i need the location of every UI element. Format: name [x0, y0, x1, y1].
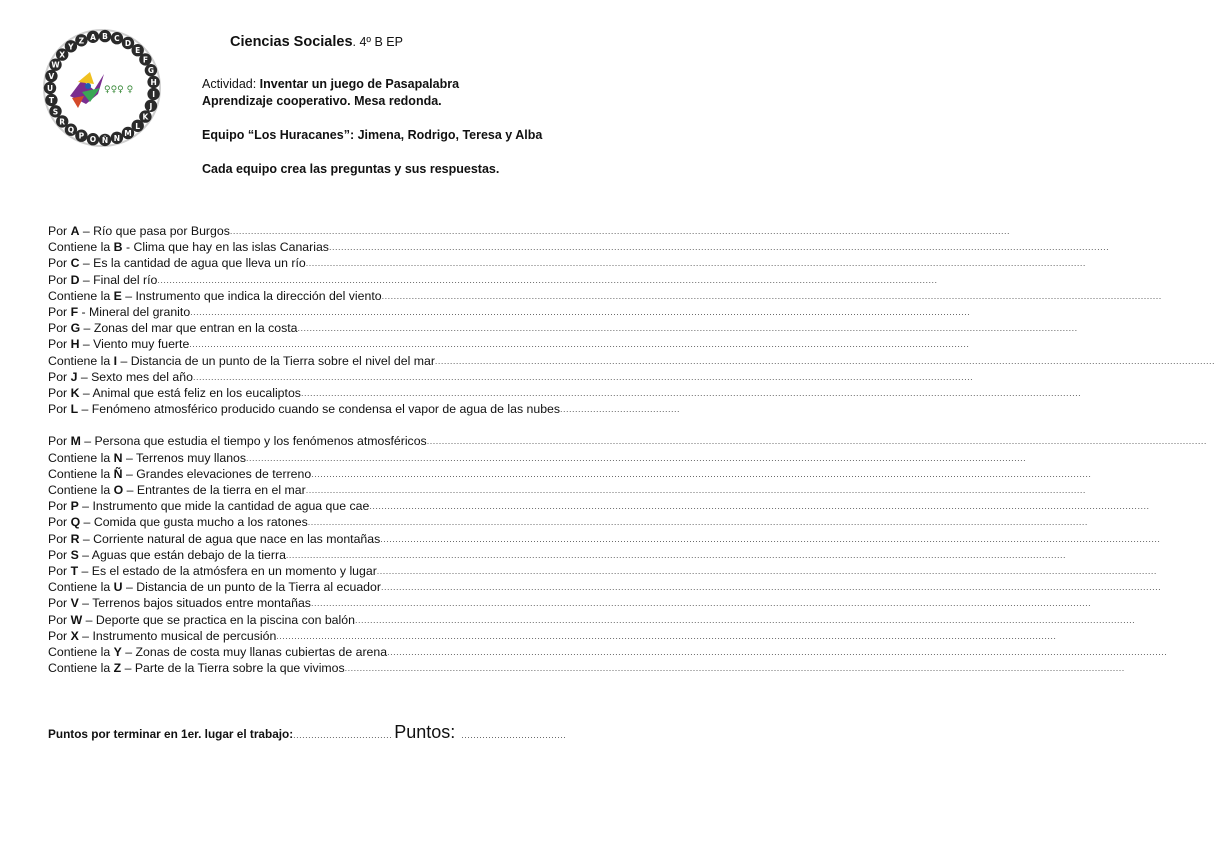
question-prefix: Contiene la: [48, 580, 114, 595]
answer-blank[interactable]: ....................................................................................................................................................................................................................................................................: [189, 339, 970, 350]
instruction-line: [202, 161, 542, 178]
question-letter: E: [113, 288, 122, 303]
question-clue: – Zonas de costa muy llanas cubiertas de arena: [121, 644, 388, 659]
question-letter: G: [70, 321, 81, 336]
logo-letter: N: [113, 133, 121, 143]
question-clue: – Grandes elevaciones de terreno: [122, 466, 312, 481]
page-title: [230, 34, 403, 50]
question-clue: – Sexto mes del año: [77, 369, 193, 384]
question-row: [48, 433, 1207, 449]
logo-letter: Ñ: [101, 135, 109, 145]
question-prefix: Contiene la: [48, 644, 114, 659]
question-row: [48, 255, 1086, 271]
question-row: [48, 353, 1215, 369]
answer-blank[interactable]: ....................................................................................................................................................................................................................................................................: [276, 630, 1057, 641]
pasapalabra-logo: [38, 24, 166, 152]
question-letter: R: [70, 531, 80, 546]
question-clue: – Entrantes de la tierra en el mar: [123, 483, 306, 498]
question-text: [48, 450, 246, 466]
question-text: [48, 579, 381, 595]
question-letter: I: [113, 353, 118, 368]
question-prefix: Por: [48, 499, 71, 514]
answer-blank[interactable]: ....................................................................................................................................................................................................................................................................: [229, 226, 1010, 236]
question-text: [48, 385, 301, 401]
svg-text:♀♀♀ ♀: ♀♀♀ ♀: [104, 85, 134, 95]
logo-figure-icon: [70, 72, 104, 108]
logo-letter: F: [142, 55, 148, 65]
logo-letter: U: [46, 84, 54, 93]
question-prefix: Por: [48, 531, 71, 546]
question-prefix: Contiene la: [48, 450, 114, 465]
question-clue: – Fenómeno atmosférico producido cuando se condensa el vapor de agua de las nubes: [78, 402, 561, 417]
question-clue: – Distancia de un punto de la Tierra al ecuador: [122, 580, 381, 595]
question-text: [48, 514, 308, 530]
answer-blank[interactable]: ....................................................................................................................................................................................................................................................................: [380, 582, 1162, 593]
question-row: [48, 579, 1162, 595]
answer-blank[interactable]: ....................................................................................................................................................................................................................................................................: [157, 274, 938, 285]
question-clue: – Distancia de un punto de la Tierra sobre el nivel del mar: [117, 353, 435, 368]
question-text: [48, 547, 286, 563]
question-row: [48, 612, 1136, 628]
question-letter: L: [70, 402, 79, 417]
question-row: [48, 466, 1092, 482]
question-row: [48, 498, 1150, 514]
question-row: [48, 514, 1088, 530]
question-clue: – Viento muy fuerte: [79, 337, 190, 352]
question-clue: - Clima que hay en las islas Canarias: [122, 240, 329, 255]
question-letter: A: [70, 224, 80, 238]
logo-letter: H: [150, 78, 157, 87]
points-footer-label: Puntos por terminar en 1er. lugar el trabajo:: [48, 727, 294, 741]
question-letter: F: [70, 304, 79, 319]
question-letter: M: [70, 434, 81, 449]
question-clue: – Es la cantidad de agua que lleva un río: [79, 256, 306, 271]
question-clue: – Parte de la Tierra sobre la que vivimos: [121, 661, 345, 676]
question-text: [48, 320, 298, 336]
activity-label: Actividad:: [202, 77, 260, 91]
answer-blank[interactable]: ....................................................................................................................................................................................................................................................................: [285, 549, 1067, 560]
logo-letter: A: [90, 32, 96, 42]
question-text: [48, 288, 382, 304]
question-row: [48, 304, 971, 320]
logo-letter: I: [152, 90, 155, 99]
question-clue: – Persona que estudia el tiempo y los fenómenos atmosféricos: [80, 434, 427, 449]
question-clue: – Instrumento musical de percusión: [78, 628, 277, 643]
question-text: [48, 466, 311, 482]
answer-blank[interactable]: ....................................................................................................................................................................................................................................................................: [246, 452, 1027, 463]
logo-small-figures-icon: [104, 85, 133, 95]
question-text: [48, 498, 369, 514]
question-letter: H: [70, 337, 80, 352]
answer-blank[interactable]: ....................................................................................................................................................................................................................................................................: [307, 517, 1088, 528]
logo-letter: V: [48, 72, 55, 81]
question-text: [48, 644, 387, 660]
question-clue: – Zonas del mar que entran en la costa: [80, 321, 298, 336]
question-text: [48, 628, 276, 644]
logo-letter: L: [135, 121, 141, 131]
question-prefix: Por: [48, 434, 71, 449]
question-row: [48, 223, 1010, 239]
logo-letter: C: [114, 34, 120, 44]
question-letter: N: [113, 450, 123, 465]
question-row: [48, 482, 1086, 498]
title-grade: . 4º B EP: [352, 35, 403, 49]
question-prefix: Por: [48, 321, 71, 336]
logo-letter: K: [142, 112, 149, 122]
question-clue: – Es el estado de la atmósfera en un momento y lugar: [78, 563, 377, 578]
question-clue: – Comida que gusta mucho a los ratones: [80, 515, 308, 530]
logo-letter: G: [147, 66, 154, 76]
question-clue: – Instrumento que indica la dirección del viento: [121, 288, 382, 303]
question-clue: – Animal que está feliz en los eucaliptos: [79, 385, 301, 400]
answer-blank[interactable]: ....................................................................................................................................................................................................................................................................: [311, 468, 1092, 479]
question-letter: X: [70, 628, 79, 643]
logo-letter: T: [48, 96, 54, 105]
question-prefix: Contiene la: [48, 240, 114, 255]
answer-blank[interactable]: ....................................................................................................................................................................................................................................................................: [380, 533, 1161, 544]
logo-letter: X: [59, 50, 66, 60]
question-clue: – Terrenos muy llanos: [122, 450, 247, 465]
answer-blank[interactable]: ....................................................................................................................................................................................................................................................................: [344, 663, 1125, 674]
question-text: [48, 660, 345, 676]
question-text: [48, 239, 329, 255]
question-row: [48, 239, 1110, 255]
question-text: [48, 304, 190, 320]
method-text: Aprendizaje cooperativo. Mesa redonda.: [202, 94, 442, 108]
question-prefix: Por: [48, 256, 71, 271]
question-row: [48, 320, 1078, 336]
question-letter: P: [70, 499, 79, 514]
question-prefix: Por: [48, 385, 71, 400]
question-clue: – Final del río: [79, 272, 158, 287]
points-blank-2[interactable]: ...................................: [461, 730, 567, 740]
question-text: [48, 336, 189, 352]
answer-blank[interactable]: ....................................................................................................................................................................................................................................................................: [305, 258, 1086, 269]
question-prefix: Por: [48, 596, 71, 611]
method-line: [202, 93, 542, 110]
question-text: [48, 255, 306, 271]
question-letter: Y: [113, 644, 122, 659]
answer-blank[interactable]: ....................................................................................................................................................................................................................................................................: [426, 436, 1207, 447]
question-letter: O: [113, 483, 124, 498]
points-footer: [48, 722, 596, 743]
question-clue: – Terrenos bajos situados entre montañas: [78, 596, 311, 611]
question-list: [48, 223, 1215, 676]
question-prefix: Contiene la: [48, 353, 114, 368]
question-text: [48, 223, 230, 239]
logo-letter: O: [89, 135, 97, 145]
question-letter: Q: [70, 515, 81, 530]
logo-letter: B: [102, 32, 108, 42]
answer-blank[interactable]: ....................................................................................................................................................................................................................................................................: [328, 242, 1110, 253]
question-row: [48, 369, 974, 385]
question-clue: – Aguas que están debajo de la tierra: [78, 547, 286, 562]
question-letter: C: [70, 256, 80, 271]
question-prefix: Contiene la: [48, 288, 114, 303]
question-letter: J: [70, 369, 78, 384]
answer-blank[interactable]: ....................................................................................................................................................................................................................................................................: [305, 485, 1086, 496]
question-text: [48, 482, 306, 498]
question-row: [48, 563, 1157, 579]
answer-blank[interactable]: ....................................................................................................................................................................................................................................................................: [310, 598, 1092, 609]
question-prefix: Contiene la: [48, 483, 114, 498]
question-text: [48, 531, 380, 547]
question-text: [48, 353, 435, 369]
question-letter: S: [70, 547, 79, 562]
points-blank-1[interactable]: .................................: [293, 730, 393, 740]
question-row: [48, 660, 1125, 676]
question-row: [48, 531, 1161, 547]
title-subject: Ciencias Sociales: [230, 34, 353, 50]
answer-blank[interactable]: ....................................................................................................................................................................................................................................................................: [192, 371, 974, 382]
question-prefix: Por: [48, 515, 71, 530]
instruction-text: Cada equipo crea las preguntas y sus respuestas.: [202, 162, 500, 176]
question-row: [48, 385, 1082, 401]
question-row: [48, 644, 1168, 660]
question-text: [48, 272, 157, 288]
question-prefix: Por: [48, 272, 71, 287]
answer-blank[interactable]: ....................................................................................................................................................................................................................................................................: [434, 355, 1215, 366]
question-clue: – Deporte que se practica en la piscina con balón: [82, 612, 355, 627]
question-prefix: Contiene la: [48, 661, 114, 676]
question-letter: Z: [113, 661, 122, 676]
question-text: [48, 612, 355, 628]
question-clue: – Río que pasa por Burgos: [79, 224, 230, 238]
activity-line: [202, 76, 542, 93]
question-letter: W: [70, 612, 83, 627]
question-letter: T: [70, 563, 79, 578]
answer-blank[interactable]: ....................................................................................................................................................................................................................................................................: [354, 614, 1136, 625]
question-letter: B: [113, 240, 123, 255]
question-row: [48, 628, 1057, 644]
logo-letter: Y: [68, 42, 74, 52]
logo-letter: E: [135, 46, 141, 56]
answer-blank[interactable]: ....................................................................................................................................................................................................................................................................: [369, 501, 1150, 512]
answer-blank[interactable]: ....................................................................................................................................................................................................................................................................: [297, 323, 1078, 334]
answer-blank[interactable]: ....................................................................................................................................................................................................................................................................: [376, 565, 1157, 576]
question-text: [48, 595, 311, 611]
question-row: [48, 547, 1067, 563]
question-row: [48, 595, 1092, 611]
question-text: [48, 563, 377, 579]
question-row: [48, 272, 938, 288]
question-prefix: Por: [48, 369, 71, 384]
question-text: [48, 401, 560, 433]
question-row: [48, 336, 970, 352]
question-clue: – Instrumento que mide la cantidad de agua que cae: [78, 499, 370, 514]
question-prefix: Contiene la: [48, 466, 114, 481]
question-text: [48, 369, 193, 385]
question-prefix: Por: [48, 547, 71, 562]
question-prefix: Por: [48, 628, 71, 643]
question-row: [48, 450, 1027, 466]
activity-value: Inventar un juego de Pasapalabra: [259, 77, 460, 91]
question-letter: D: [70, 272, 80, 287]
team-text: Equipo “Los Huracanes”: Jimena, Rodrigo, Teresa y Alba: [202, 128, 543, 142]
question-prefix: Por: [48, 402, 71, 417]
logo-letter: R: [59, 117, 66, 127]
question-prefix: Por: [48, 612, 71, 627]
answer-blank[interactable]: ....................................................................................................................................................................................................................................................................: [190, 306, 971, 317]
logo-letter: J: [149, 101, 153, 111]
logo-letter: P: [78, 131, 85, 141]
answer-blank[interactable]: ........................................: [560, 404, 681, 415]
team-line: [202, 127, 542, 144]
activity-header: [202, 76, 542, 178]
logo-letter: Z: [78, 36, 85, 46]
logo-letter: D: [124, 39, 132, 48]
question-prefix: Por: [48, 304, 71, 319]
question-prefix: Por: [48, 224, 71, 238]
question-prefix: Por: [48, 563, 71, 578]
question-letter: Ñ: [113, 466, 123, 481]
answer-blank[interactable]: ....................................................................................................................................................................................................................................................................: [300, 387, 1082, 398]
question-letter: U: [113, 580, 123, 595]
points-label: Puntos:: [394, 722, 456, 742]
question-text: [48, 433, 427, 449]
question-clue: – Corriente natural de agua que nace en las montañas: [79, 531, 381, 546]
logo-letter: W: [51, 60, 60, 70]
logo-letter: S: [52, 107, 59, 117]
question-letter: V: [70, 596, 79, 611]
question-prefix: Por: [48, 337, 71, 352]
answer-blank[interactable]: ....................................................................................................................................................................................................................................................................: [387, 646, 1168, 657]
logo-letter: M: [124, 129, 132, 138]
question-letter: K: [70, 385, 80, 400]
answer-blank[interactable]: ....................................................................................................................................................................................................................................................................: [381, 290, 1162, 301]
question-row: [48, 401, 681, 433]
question-clue: - Mineral del granito: [78, 304, 191, 319]
logo-letter: Q: [67, 125, 75, 135]
question-row: [48, 288, 1162, 304]
